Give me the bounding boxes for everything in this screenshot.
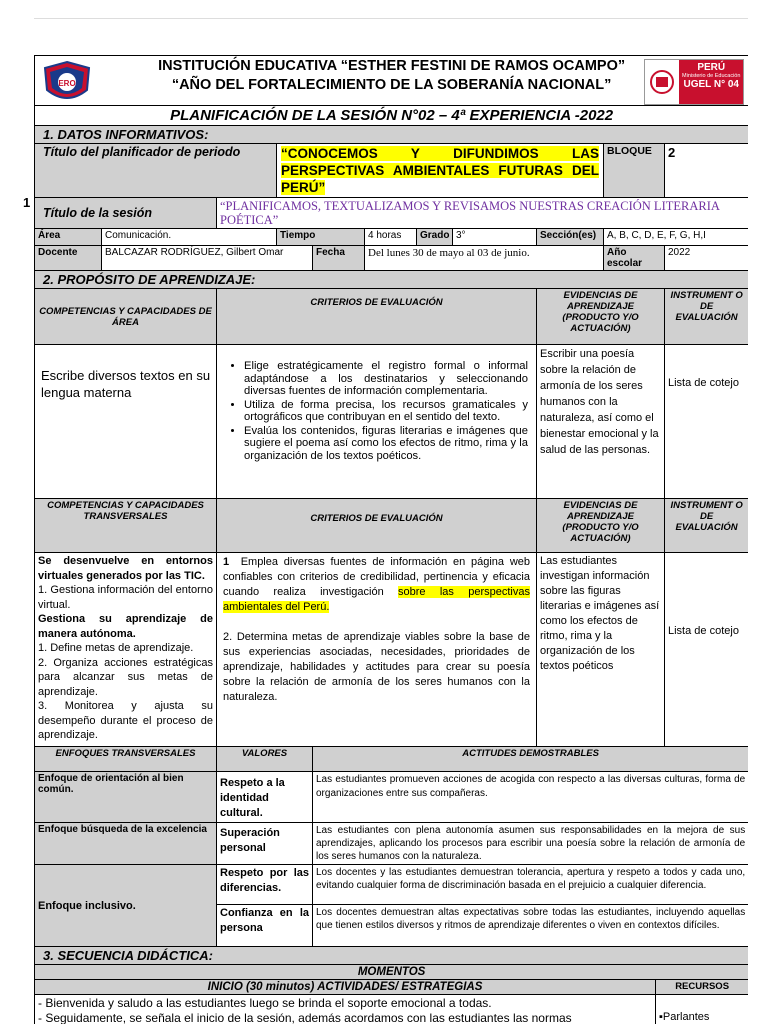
section1-heading: 1. DATOS INFORMATIVOS: — [35, 126, 749, 144]
enfoque-cell: Enfoque de orientación al bien común. — [35, 772, 217, 823]
area-label: Área — [35, 229, 102, 246]
grado-label: Grado — [417, 229, 453, 246]
header-evidencias: EVIDENCIAS DE APRENDIZAJE (PRODUCTO Y/O ACTUACIÓN) — [537, 289, 665, 345]
tic-competence: Se desenvuelve en entornos virtuales generados por las TIC. — [38, 555, 213, 582]
header-criterios-transversales: CRITERIOS DE EVALUACIÓN — [217, 499, 537, 553]
grado-value: 3° — [453, 229, 537, 246]
logo-letters: ERO — [58, 79, 76, 88]
header-valores: VALORES — [217, 747, 313, 772]
ugel-label: UGEL N° 04 — [679, 79, 743, 90]
tic-capacity: 1. Gestiona información del entorno virtual. — [38, 584, 213, 611]
header-criterios: CRITERIOS DE EVALUACIÓN — [217, 289, 537, 345]
planner-title: “CONOCEMOS Y DIFUNDIMOS LAS PERSPECTIVAS AMBIENTALES FUTURAS DEL PERÚ” — [277, 144, 604, 198]
seccion-label: Sección(es) — [537, 229, 604, 246]
actitud-cell: Los docentes y las estudiantes demuestran tolerancia, apertura y respeto a todos y cada uno, evitando cualquier forma de discriminación basada en el prejuicio a cualquier diferencia. — [313, 865, 749, 905]
institution-header — [35, 56, 749, 106]
peru-label: PERÚ — [697, 62, 726, 73]
evidence-area: Escribir una poesía sobre la relación de armonía de los seres humanos con la naturaleza, así como el bienestar emocional y la salud de las personas. — [537, 345, 665, 499]
header-competencias: COMPETENCIAS Y CAPACIDADES DE ÁREA — [35, 289, 217, 345]
enfoque-cell: Enfoque búsqueda de la excelencia — [35, 823, 217, 865]
side-number: 1 — [23, 195, 31, 210]
transversal-criteria: 1 Emplea diversas fuentes de información en página web confiables con criterios de credibilidad, pertinencia y eficacia cuando realiza investigación sobre las perspectivas ambientales del Perú. 2. Determina metas de aprendizaje viables sobre la base de sus experiencias asociadas, necesidades, prioridades de aprendizaje, habilidades y actitudes para crear su poesía sobre la relación de armonía de los seres humanos con la naturaleza. — [217, 553, 537, 747]
header-actitudes: ACTITUDES DEMOSTRABLES — [313, 747, 749, 772]
header-evidencias-transversales: EVIDENCIAS DE APRENDIZAJE (PRODUCTO Y/O ACTUACIÓN) — [537, 499, 665, 553]
bloque-label: BLOQUE — [604, 144, 665, 198]
inicio-activities — [35, 995, 656, 1024]
bullet-icon: ▪ — [659, 1011, 663, 1023]
ministry-logo — [644, 59, 744, 105]
tiempo-label: Tiempo — [277, 229, 365, 246]
criterion-item: • Utiliza de forma precisa, los recursos gramaticales y ortográficos que contribuyan en el sentido del texto. — [244, 399, 528, 424]
transversal-evidence: Las estudiantes investigan información sobre las figuras literarias e imágenes así como los efectos de ritmo, rima y la organización de los textos poéticos — [537, 553, 665, 747]
year-motto: “AÑO DEL FORTALECIMIENTO DE LA SOBERANÍA NACIONAL” — [171, 77, 612, 93]
top-divider — [34, 18, 748, 19]
enfoque-cell: Enfoque inclusivo. — [35, 865, 217, 947]
autonomy-capacity: 2. Organiza acciones estratégicas para alcanzar sus metas de aprendizaje. — [38, 656, 213, 698]
autonomy-competence: Gestiona su aprendizaje de manera autónoma. — [38, 613, 213, 640]
planner-label: Título del planificador de periodo — [35, 144, 277, 198]
autonomy-capacity: 3. Monitorea y ajusta su desempeño durante el proceso de aprendizaje. — [38, 700, 213, 741]
valor-cell: Respeto a la identidad cultural. — [217, 772, 313, 823]
school-logo — [41, 60, 93, 106]
peru-shield-icon — [645, 60, 679, 104]
momentos-heading: MOMENTOS — [35, 965, 749, 980]
fecha-value: Del lunes 30 de mayo al 03 de junio. — [365, 246, 604, 271]
bloque-value: 2 — [665, 144, 749, 198]
anio-value: 2022 — [665, 246, 749, 271]
valor-cell: Respeto por las diferencias. — [217, 865, 313, 905]
activity-line: - Bienvenida y saludo a las estudiantes luego se brinda el soporte emocional a todas. — [38, 996, 492, 1010]
fecha-label: Fecha — [313, 246, 365, 271]
header-enfoques: ENFOQUES TRANSVERSALES — [35, 747, 217, 772]
ministry-label: Ministerio de Educación — [682, 73, 741, 79]
resource-item: Parlantes — [662, 1011, 710, 1023]
autonomy-capacity: 1. Define metas de aprendizaje. — [38, 642, 194, 654]
section3-heading: 3. SECUENCIA DIDÁCTICA: — [35, 947, 749, 965]
instrument-area: Lista de cotejo — [665, 345, 749, 499]
session-label: Título de la sesión — [35, 198, 217, 229]
session-name: “PLANIFICAMOS, TEXTUALIZAMOS Y REVISAMOS NUESTRAS CREACIÓN LITERARIA POÉTICA” — [217, 198, 749, 229]
document-page — [34, 55, 748, 1024]
transversal-instrument: Lista de cotejo — [665, 553, 749, 747]
header-instrumento: INSTRUMENT O DE EVALUACIÓN — [665, 289, 749, 345]
docente-value: BALCAZAR RODRÍGUEZ, Gilbert Omar — [102, 246, 313, 271]
recursos-heading: RECURSOS — [656, 980, 749, 995]
criterion-item: • Elige estratégicamente el registro formal o informal adaptándose a los destinatarios y seleccionando diversas fuentes de información complementaria. — [244, 360, 528, 398]
competence-area: Escribe diversos textos en su lengua materna — [35, 345, 217, 499]
section2-heading: 2. PROPÓSITO DE APRENDIZAJE: — [35, 271, 749, 289]
docente-label: Docente — [35, 246, 102, 271]
criteria-list — [217, 345, 537, 499]
anio-label: Año escolar — [604, 246, 665, 271]
session-title: PLANIFICACIÓN DE LA SESIÓN N°02 – 4ª EXPERIENCIA -2022 — [35, 106, 749, 126]
valor-cell: Confianza en la persona — [217, 905, 313, 947]
planning-table — [34, 55, 748, 1024]
institution-name: INSTITUCIÓN EDUCATIVA “ESTHER FESTINI DE RAMOS OCAMPO” — [158, 58, 626, 74]
seccion-value: A, B, C, D, E, F, G, H,I — [604, 229, 749, 246]
header-instrumento-transversal: INSTRUMENT O DE EVALUACIÓN — [665, 499, 749, 553]
area-value: Comunicación. — [102, 229, 277, 246]
activity-line: - Seguidamente, se señala el inicio de la sesión, además acordamos con las estudiantes las normas — [38, 1011, 572, 1024]
inicio-heading: INICIO (30 minutos) ACTIVIDADES/ ESTRATEGIAS — [35, 980, 656, 995]
actitud-cell: Las estudiantes con plena autonomía asumen sus responsabilidades en la mejora de sus aprendizajes, aplicando los procesos para escribir una poesía sobre la relación de armonía de los seres humanos con la naturaleza. — [313, 823, 749, 865]
criterion-item: • Evalúa los contenidos, figuras literarias e imágenes que sugiere el poema así como los efectos de ritmo, rima y la organización de los textos poéticos. — [244, 425, 528, 463]
actitud-cell: Las estudiantes promueven acciones de acogida con respecto a las diversas culturas, forma de organizaciones entre sus compañeras. — [313, 772, 749, 823]
resources-list — [656, 995, 749, 1024]
header-competencias-transversales: COMPETENCIAS Y CAPACIDADES TRANSVERSALES — [35, 499, 217, 553]
valor-cell: Superación personal — [217, 823, 313, 865]
tiempo-value: 4 horas — [365, 229, 417, 246]
transversal-competencies — [35, 553, 217, 747]
actitud-cell: Los docentes demuestran altas expectativas sobre todas las estudiantes, incluyendo aquellas que tienen estilos diversos y ritmos de aprendizaje diferentes o viven en contextos difíciles. — [313, 905, 749, 947]
